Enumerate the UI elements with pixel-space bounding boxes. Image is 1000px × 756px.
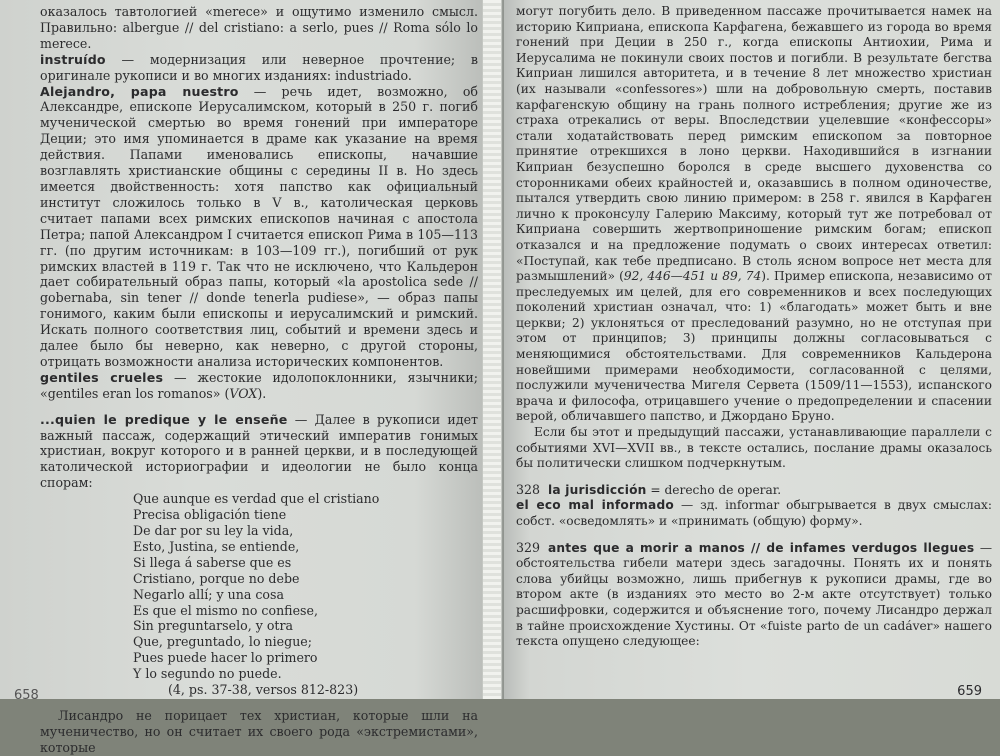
note-text: — зд. informar обыгрывается в двух смыслах: собст. «осведомлять» и «принимать (общую) форму». <box>516 498 992 528</box>
note-quien <box>8 412 478 492</box>
note-328 <box>516 482 992 499</box>
continuation-text: оказалось тавтологией «merece» и ощутимо изменило смысл. Правильно: albergue // del cristiano: a serlo, pues // Roma sólo lo merece. <box>40 4 478 51</box>
note-headword: antes que a morir a manos // de infames verdugos llegues <box>548 540 975 555</box>
note-headword: instruído <box>40 51 106 67</box>
cyprian-paragraph <box>516 4 992 425</box>
note-text: — модернизация или неверное прочтение; в оригинале рукописи и во многих изданиях: industriado. <box>40 51 478 83</box>
note-text: — речь идет, возможно, об Александре, епископе Иерусалимском, который в 250 г. погиб мученической смертью во время гонений при императоре Деции; это имя упоминается в драме как указание на время действия. Папами именовались епископы, начавшие возглавлять христианские общины с середины II в. Но здесь имеется двойственность: хотя папство как официальный институт сложилось только в V в., католическая церковь считает папами всех римских епископов начиная с апостола Петра; папой Александром I считается епископ Рима в 105—113 гг. (по другим источникам: в 103—109 гг.), погибший от рук римских властей в 119 г. Так что не исключено, что Кальдерон дает собирательный образ папы, который «la apostolica sede // gobernaba, sin tener // donde tenerla pudiese», — образ папы гонимого, каким были епископы и иерусалимский и римский. Искать полного соответствия лиц, событий и времени здесь и далее было бы неверно, как неверно, с другой стороны, отрицать возможности анализа исторических компонентов. <box>40 83 478 369</box>
spacer <box>516 472 992 482</box>
verse-quote <box>8 491 478 682</box>
note-alejandro <box>8 84 478 370</box>
verse-line: Es que el mismo no confiese, <box>133 602 318 618</box>
note-number <box>8 52 40 68</box>
note-source: VOX <box>229 385 258 401</box>
bookmark-ribbon <box>482 0 502 699</box>
reference: 92, 446—451 и 89, 74 <box>623 269 762 284</box>
verse-line: Negarlo allí; y una cosa <box>133 586 284 602</box>
note-headword: gentiles crueles <box>40 369 164 385</box>
verse-line: Pues puede hacer lo primero <box>133 650 318 666</box>
left-page <box>0 0 488 755</box>
spacer <box>8 402 478 412</box>
right-page <box>500 0 1000 699</box>
verse-citation: (4, ps. 37-38, versos 812-823) <box>168 682 359 698</box>
paragraph-text: могут погубить дело. В приведенном пассаже прочитывается намек на историю Киприана, епископа Карфагена, бежавшего из города во время гонений при Деции в 250 г., когда епископы Антиохии, Рима и Иерусалима не покинули своих постов и погибли. В результате бегства Киприан лишился авторитета, и в течение 8 лет множество христиан (их называли «confessores») шли на добровольную смерть, поставив карфагенскую общину на грань полного истребления; другие же из страха отрекались от веры. Впоследствии уцелевшие «конфессоры» стали ходатайствовать перед римским епископом за повторное принятие отрекшихся в лоно церкви. Находившийся в изгнании Киприан безуспешно боролся в среде высшего духовенства со сторонниками обеих крайностей и, оказавшись в полном одиночестве, пытался утвердить свою линию примером: в 258 г. явился в Карфаген лично к проконсулу Галерию Максиму, который тут же потребовал от Киприана совершить жертвоприношение римским богам; епископ отказался и на предложение подумать о своих интересах ответил: «Поступай, как тебе предписано. В столь ясном вопросе нет места для размышлений» ( <box>516 4 992 284</box>
verse-line: Esto, Justina, se entiende, <box>133 538 300 554</box>
note-headword: ...quien le predique y le enseñe <box>40 411 288 427</box>
verse-line: Sin preguntarselo, y otra <box>133 618 293 634</box>
verse-line: Si llega á saberse que es <box>133 554 292 570</box>
lisandro-paragraph: Лисандро не порицает тех христиан, которые шли на мученичество, но он считает их своего рода «экстремистами», которые <box>40 707 478 755</box>
page-number-left: 658 <box>14 688 39 703</box>
note-number: 328 <box>516 481 541 497</box>
verse-line: Y lo segundo no puede. <box>133 666 282 682</box>
verse-line: Que aunque es verdad que el cristiano <box>133 491 380 507</box>
note-headword: Alejandro, papa nuestro <box>40 83 239 99</box>
note-text: — обстоятельства гибели матери здесь загадочны. Понять их и понять слова убийцы возможно, лишь прибегнув к рукописи драмы, где во втором акте (в изданиях это место во 2-м акте отсутствует) только расшифровки, содержится и объяснение того, почему Лисандро держал в тайне происхождение Хустины. От «fuiste parto de un cadáver» нашего текста опущено следующее: <box>516 540 993 649</box>
verse-line: De dar por su ley la vida, <box>133 523 294 538</box>
verse-line: Cristiano, porque no debe <box>133 570 300 586</box>
note-text: = derecho de operar. <box>650 482 782 497</box>
note-327 <box>8 52 478 84</box>
note-eco <box>516 498 992 529</box>
note-329 <box>516 540 992 650</box>
spacer <box>516 530 992 540</box>
note-text-end: ). <box>257 385 267 401</box>
parallels-paragraph: Если бы этот и предыдущий пассажи, устанавливающие параллели с событиями XVI—XVII вв., в тексте остались, послание драмы оказалось бы политически слишком подчеркнутым. <box>516 425 992 471</box>
note-headword: el eco mal informado <box>516 498 674 513</box>
paragraph-text-end: ). Пример епископа, независимо от преследуемых им целей, для его современников и всех последующих поколений христиан означал, что: 1) «благодать» может быть и вне церкви; 2) уклоняться от преследований разумно, но не отступая при этом от принципов; 3) принципы должны согласовываться с меняющимися обстоятельствами. Для современников Кальдерона новейшими примерами необходимости, согласованной с целями, послужили мученичества Мигеля Сервета (1509/11—1553), испанского врача и философа, отрицавшего учение о предопределении и спасении верой, обличавшего папство, и Джордано Бруно. <box>516 269 992 424</box>
page-number-right: 659 <box>957 684 982 699</box>
verse-line: Que, preguntado, lo niegue; <box>133 634 313 650</box>
note-text: — Далее в рукописи идет важный пассаж, содержащий этический императив гонимых христиан, вокруг которого и в ранней церкви, и в последующей католической историографии и идеологии не было конца спорам: <box>40 411 479 491</box>
verse-line: Precisa obligación tiene <box>133 507 287 523</box>
note-headword: la jurisdicción <box>548 482 647 497</box>
spacer <box>8 698 478 708</box>
note-gentiles <box>8 370 478 402</box>
note-number: 329 <box>516 539 541 555</box>
note-text: — жестокие идолопоклонники, язычники; «gentiles eran los romanos» ( <box>40 369 478 401</box>
